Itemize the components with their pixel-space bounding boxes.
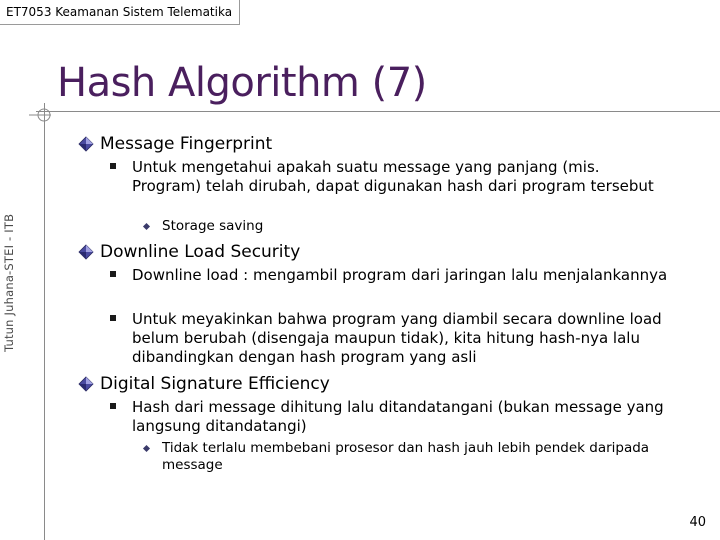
list-item bbox=[110, 158, 670, 196]
course-title: ET7053 Keamanan Sistem Telematika bbox=[6, 5, 233, 19]
section-heading: Digital Signature Efficiency bbox=[100, 374, 330, 394]
small-diamond-bullet-icon bbox=[143, 445, 150, 452]
slide-title: Hash Algorithm (7) bbox=[57, 60, 427, 106]
diamond-bullet-icon bbox=[78, 376, 94, 392]
diamond-bullet-icon bbox=[78, 136, 94, 152]
section-heading: Message Fingerprint bbox=[100, 134, 273, 154]
sub-list-item-text: Tidak terlalu membebani prosesor dan hash jauh lebih pendek daripada message bbox=[162, 440, 650, 473]
square-bullet-icon bbox=[110, 315, 116, 321]
list-item bbox=[110, 398, 670, 436]
author-vertical-label: Tutun Juhana-STEI - ITB bbox=[2, 213, 16, 352]
sub-list-item-text: Storage saving bbox=[162, 218, 264, 234]
section-heading-row bbox=[78, 242, 300, 262]
square-bullet-icon bbox=[110, 163, 116, 169]
page-number: 40 bbox=[689, 515, 706, 530]
small-diamond-bullet-icon bbox=[143, 223, 150, 230]
diamond-bullet-icon bbox=[78, 244, 94, 260]
sub-list-item bbox=[144, 218, 684, 235]
list-item-text: Untuk mengetahui apakah suatu message yang panjang (mis. Program) telah dirubah, dapat digunakan hash dari program tersebut bbox=[132, 158, 654, 195]
section-heading-row bbox=[78, 374, 330, 394]
list-item bbox=[110, 266, 670, 285]
section-heading: Downline Load Security bbox=[100, 242, 301, 262]
list-item-text: Hash dari message dihitung lalu ditandatangani (bukan message yang langsung ditandatangi) bbox=[132, 398, 664, 435]
square-bullet-icon bbox=[110, 403, 116, 409]
sub-list-item bbox=[144, 440, 684, 474]
list-item-text: Untuk meyakinkan bahwa program yang diambil secara downline load belum berubah (disengaja maupun tidak), kita hitung hash-nya lalu dibandingkan dengan hash program yang asli bbox=[132, 310, 662, 366]
square-bullet-icon bbox=[110, 271, 116, 277]
list-item-text: Downline load : mengambil program dari jaringan lalu menjalankannya bbox=[132, 266, 668, 284]
section-heading-row bbox=[78, 134, 272, 154]
list-item bbox=[110, 310, 670, 367]
